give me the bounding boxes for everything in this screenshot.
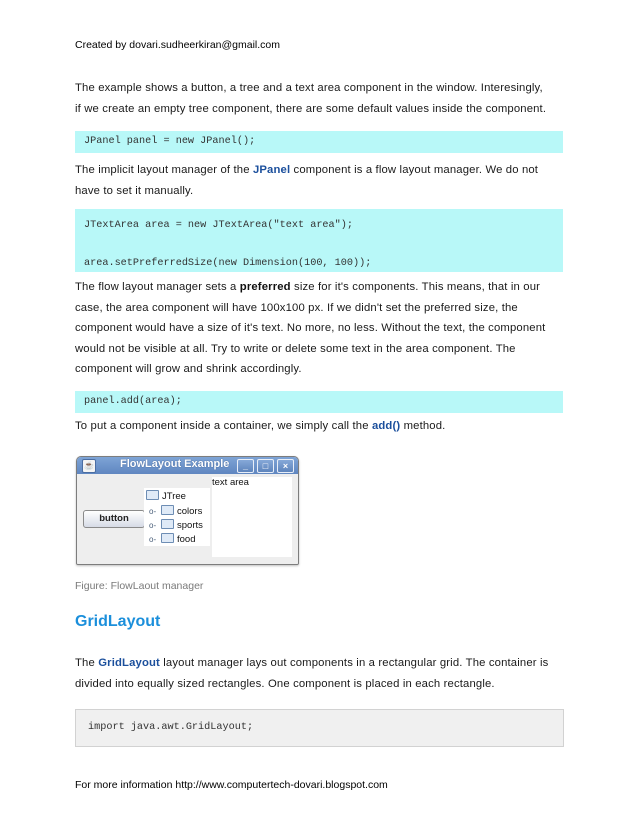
text-run: To put a component inside a container, we simply call the (75, 420, 372, 432)
text-run: The (75, 657, 99, 669)
demo-button: button (83, 510, 145, 528)
code-block-textarea (75, 209, 563, 272)
keyword-gridlayout: GridLayout (98, 657, 160, 669)
demo-text-area (212, 477, 292, 557)
paragraph-line (75, 160, 565, 181)
maximize-icon: □ (257, 459, 274, 473)
text-area-content: text area (212, 477, 249, 488)
tree-node-label: food (177, 534, 196, 545)
code-line: area.setPreferredSize(new Dimension(100, 100)); (84, 258, 372, 269)
keyword-jpanel: JPanel (252, 164, 291, 176)
tree-node-food (149, 533, 196, 545)
demo-tree (144, 488, 210, 546)
tree-node-label: sports (177, 520, 203, 531)
code-block-import (75, 709, 564, 747)
java-app-icon: ☕ (82, 459, 96, 473)
text-run: layout manager lays out components in a rectangular grid. The container is (159, 657, 549, 669)
tree-node-label: JTree (162, 491, 186, 502)
expand-handle-icon: o- (149, 507, 157, 516)
window-content (77, 474, 298, 564)
jpanel-paragraph (75, 160, 565, 201)
code-block-jpanel (75, 131, 563, 153)
tree-node-label: colors (177, 506, 203, 517)
flowlayout-window-figure (76, 456, 299, 565)
tree-node-colors (149, 505, 202, 517)
expand-handle-icon: o- (149, 521, 157, 530)
paragraph-line (75, 416, 565, 437)
figure-caption: Figure: FlowLaout manager (75, 580, 204, 592)
paragraph-line (75, 277, 565, 298)
intro-paragraph (75, 78, 565, 119)
paragraph-line: component would have a size of it's text. No more, no less. Without the text, the component (75, 322, 546, 334)
code-line: JTextArea area = new JTextArea("text area"); (84, 220, 353, 231)
text-run: component is a flow layout manager. We do not (290, 164, 539, 176)
expand-handle-icon: o- (149, 535, 157, 544)
text-run: size for it's components. This means, that in our (290, 281, 541, 293)
page-footer: For more information http://www.computertech-dovari.blogspot.com (75, 779, 388, 791)
paragraph-line: have to set it manually. (75, 184, 194, 197)
code-line: import java.awt.GridLayout; (88, 722, 254, 733)
minimize-icon: _ (237, 459, 254, 473)
flow-layout-paragraph (75, 277, 565, 380)
paragraph-line: component will grow and shrink accordingly. (75, 363, 302, 375)
folder-icon (161, 519, 174, 529)
gridlayout-paragraph (75, 653, 565, 694)
intro-line-2: if we create an empty tree component, there are some default values inside the component. (75, 102, 547, 115)
tree-node-sports (149, 519, 203, 531)
folder-icon (161, 505, 174, 515)
paragraph-line: would not be visible at all. Try to write or delete some text in the area component. The (75, 342, 516, 355)
page-header: Created by dovari.sudheerkiran@gmail.com (75, 39, 281, 51)
keyword-add: add() (371, 420, 401, 432)
section-heading-gridlayout: GridLayout (75, 613, 161, 630)
code-line: panel.add(area); (84, 396, 182, 407)
tree-root-node (146, 490, 186, 502)
code-line: JPanel panel = new JPanel(); (84, 136, 256, 147)
close-icon: × (277, 459, 294, 473)
text-run: method. (400, 420, 446, 432)
emphasis-preferred: preferred (239, 281, 291, 293)
paragraph-line: divided into equally sized rectangles. One component is placed in each rectangle. (75, 677, 495, 690)
text-run: The implicit layout manager of the (75, 164, 253, 176)
code-block-add (75, 391, 563, 413)
folder-icon (146, 490, 159, 500)
paragraph-line: case, the area component will have 100x100 px. If we didn't set the preferred size, the (75, 301, 518, 314)
intro-line-1: The example shows a button, a tree and a text area component in the window. Interesingly, (75, 82, 543, 94)
folder-icon (161, 533, 174, 543)
add-method-paragraph (75, 416, 565, 437)
paragraph-line (75, 653, 565, 674)
text-run: The flow layout manager sets a (75, 281, 240, 293)
window-title: FlowLayout Example (120, 458, 230, 470)
window-titlebar (77, 457, 298, 474)
